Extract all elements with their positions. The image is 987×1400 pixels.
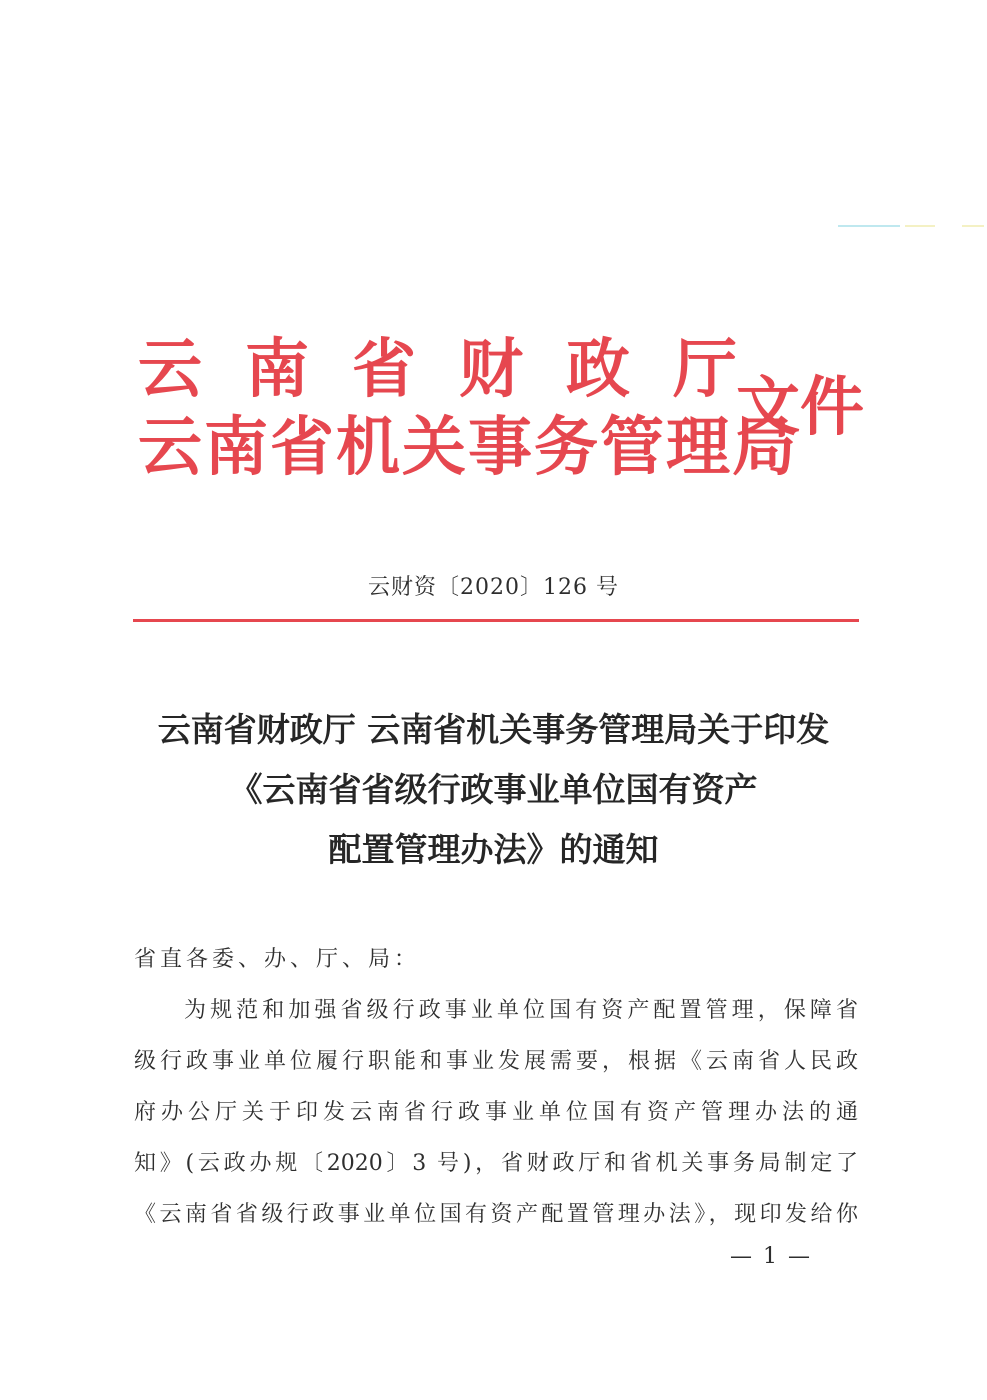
body-line: 知》(云政办规〔2020〕3 号)，省财政厅和省机关事务局制定了 — [134, 1151, 858, 1176]
notice-title — [100, 700, 887, 880]
scan-mark — [838, 225, 900, 227]
body-line: 为规范和加强省级行政事业单位国有资产配置管理，保障省 — [184, 998, 858, 1023]
issuer-finance-department: 云南省财政厅 — [138, 332, 780, 407]
body-line: 级行政事业单位履行职能和事业发展需要，根据《云南省人民政 — [134, 1049, 858, 1074]
body-line: 《云南省省级行政事业单位国有资产配置管理办法》，现印发给你 — [134, 1202, 858, 1227]
notice-body — [134, 934, 858, 1240]
salutation: 省直各委、办、厅、局： — [134, 947, 421, 972]
document-number: 云财资〔2020〕126 号 — [368, 575, 619, 600]
body-line: 府办公厅关于印发云南省行政事业单位国有资产管理办法的通 — [134, 1100, 858, 1125]
document-suffix: 文件 — [736, 370, 864, 445]
red-divider — [133, 619, 859, 622]
page-number: — 1 — — [730, 1244, 812, 1269]
issuer-affairs-bureau: 云南省机关事务管理局 — [138, 410, 798, 485]
red-header — [138, 332, 878, 492]
scan-mark — [962, 225, 984, 227]
title-line-2: 《云南省省级行政事业单位国有资产 — [229, 770, 758, 809]
title-line-3: 配置管理办法》的通知 — [328, 830, 659, 869]
scan-mark — [905, 225, 935, 227]
title-line-1: 云南省财政厅 云南省机关事务管理局关于印发 — [157, 710, 830, 749]
